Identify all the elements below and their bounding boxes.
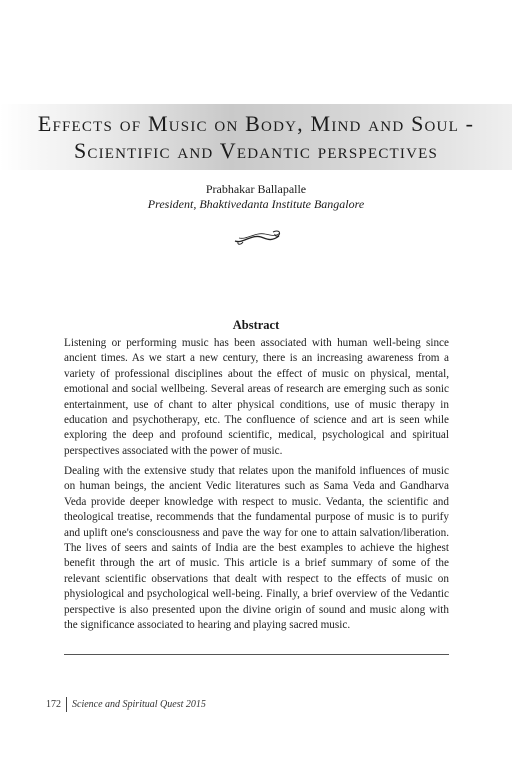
footer-separator — [66, 697, 67, 712]
title-line-1: Effects of Music on Body, Mind and Soul - — [37, 111, 475, 136]
title-line-2: Scientific and Vedantic perspectives — [73, 138, 439, 163]
flourish-ornament-icon — [233, 228, 283, 248]
author-affiliation: President, Bhaktivedanta Institute Bangalore — [147, 197, 365, 211]
journal-name: Science and Spiritual Quest 2015 — [72, 699, 206, 710]
section-divider — [64, 654, 449, 655]
abstract-heading: Abstract — [232, 318, 280, 332]
page-footer — [46, 697, 206, 712]
page-number: 172 — [46, 699, 61, 710]
author-name: Prabhakar Ballapalle — [205, 182, 307, 196]
paper-title — [30, 110, 482, 164]
abstract-paragraph-2: Dealing with the extensive study that relates upon the manifold influences of music on human beings, the ancient Vedic literatures such as Sama Veda and Gandharva Veda provide deeper knowledge with respect to music. Vedanta, the scientific and theological treatise, recommends that the fundamental purpose of music is to purify and uplift one's consciousness and pave the way for one to attain salvation/liberation. The lives of seers and saints of India are the best examples to achieve the highest benefit through the art of music. This article is a brief summary of some of the relevant scientific observations that dealt with respect to the effects of music on physiological and psychological well-being. Finally, a brief overview of the Vedantic perspective is also presented upon the divine origin of sound and music along with the significance associated to hearing and playing sacred music. — [64, 465, 449, 632]
abstract-paragraph-1: Listening or performing music has been associated with human well-being since ancient times. As we start a new century, there is an increasing awareness from a variety of professional disciplines about the effect of music on physical, mental, emotional and social wellbeing. Several areas of research are emerging such as sonic entertainment, use of chant to alter physical conditions, use of music therapy in education and psychotherapy, etc. The confluence of science and art is seen while exploring the deep and profound scientific, medical, psychological and spiritual perspectives associated with the power of music. — [64, 337, 449, 457]
